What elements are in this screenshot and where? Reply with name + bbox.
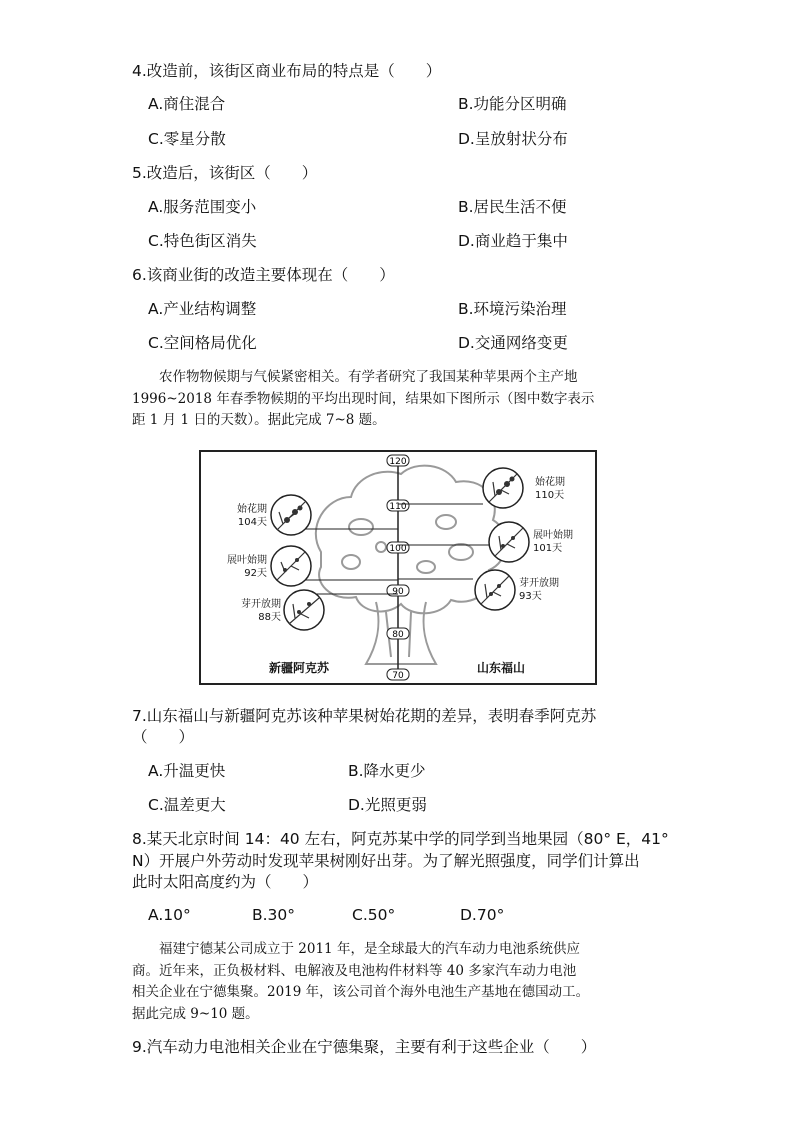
q8-option-d: D.70°: [460, 906, 505, 924]
left-bud-stage: 芽开放期: [241, 599, 281, 610]
axis-tick-90: 90: [392, 587, 404, 597]
intro-7-8: [132, 367, 667, 432]
q7-stem-line-2: （ ）: [132, 728, 195, 746]
right-flower-stage: 始花期: [535, 477, 565, 488]
right-bud-days: 93天: [519, 591, 542, 602]
left-leaf-stage: 展叶始期: [227, 555, 267, 566]
intro-9-10-line-3: 相关企业在宁德集聚。2019 年，该公司首个海外电池生产基地在德国动工。: [132, 984, 590, 1000]
q6-stem: 6.该商业街的改造主要体现在（ ）: [132, 266, 395, 284]
q4-stem: 4.改造前，该街区商业布局的特点是（ ）: [132, 62, 442, 80]
q8-option-c: C.50°: [352, 906, 396, 924]
intro-7-8-line-3: 距 1 月 1 日的天数）。据此完成 7~8 题。: [132, 412, 386, 428]
q8-option-b: B.30°: [252, 906, 296, 924]
q8-option-a: A.10°: [148, 906, 191, 924]
q7-stem-line-1: 7.山东福山与新疆阿克苏该种苹果树始花期的差异，表明春季阿克苏: [132, 707, 597, 725]
q8-stem-line-3: 此时太阳高度约为（ ）: [132, 873, 319, 891]
intro-9-10-line-2: 商。近年来，正负极材料、电解液及电池构件材料等 40 多家汽车动力电池: [132, 962, 577, 979]
left-flower-icon: [271, 495, 311, 535]
intro-7-8-line-1: 农作物物候期与气候紧密相关。有学者研究了我国某种苹果两个主产地: [159, 369, 578, 385]
axis-tick-70: 70: [392, 671, 404, 681]
intro-9-10-line-4: 据此完成 9~10 题。: [132, 1005, 259, 1022]
q7-option-b: B.降水更少: [348, 762, 426, 780]
q4-option-b: B.功能分区明确: [458, 95, 567, 113]
q4-option-d: D.呈放射状分布: [458, 130, 568, 148]
q6-option-b: B.环境污染治理: [458, 300, 567, 318]
left-flower-stage: 始花期: [237, 504, 267, 515]
right-place-name: 山东福山: [476, 661, 526, 675]
q8-stem-line-1: 8.某天北京时间 14：40 左右，阿克苏某中学的同学到当地果园（80° E，41°: [132, 830, 669, 848]
q5-option-b: B.居民生活不便: [458, 198, 567, 216]
q9-stem: 9.汽车动力电池相关企业在宁德集聚，主要有利于这些企业（ ）: [132, 1038, 597, 1056]
q6-option-d: D.交通网络变更: [458, 334, 568, 352]
intro-9-10: [132, 939, 667, 1025]
axis-tick-120: 120: [389, 457, 407, 467]
q5-option-c: C.特色街区消失: [148, 232, 257, 250]
right-flower-days: 110天: [535, 490, 565, 501]
left-bud-days: 88天: [258, 612, 281, 623]
axis-tick-100: 100: [389, 544, 407, 554]
apple-tree-diagram: [201, 452, 595, 683]
axis-tick-110: 110: [389, 502, 407, 512]
left-flower-days: 104天: [237, 517, 267, 528]
right-leaf-stage: 展叶始期: [533, 530, 573, 541]
right-leaf-days: 101天: [533, 543, 563, 554]
intro-7-8-line-2: 1996~2018 年春季物候期的平均出现时间，结果如下图所示（图中数字表示: [132, 390, 595, 407]
q7-option-d: D.光照更弱: [348, 796, 427, 814]
q7-option-c: C.温差更大: [148, 796, 226, 814]
q5-option-a: A.服务范围变小: [148, 198, 257, 216]
right-bud-stage: 芽开放期: [519, 578, 559, 589]
q5-option-d: D.商业趋于集中: [458, 232, 568, 250]
left-place-name: 新疆阿克苏: [268, 661, 330, 675]
axis-tick-80: 80: [392, 630, 404, 640]
q4-option-c: C.零星分散: [148, 130, 226, 148]
left-bud-icon: [284, 590, 324, 630]
intro-9-10-line-1: 福建宁德某公司成立于 2011 年，是全球最大的汽车动力电池系统供应: [159, 941, 580, 957]
q6-option-a: A.产业结构调整: [148, 300, 257, 318]
left-leaf-days: 92天: [244, 568, 267, 579]
q6-option-c: C.空间格局优化: [148, 334, 257, 352]
q8-stem-line-2: N）开展户外劳动时发现苹果树刚好出芽。为了解光照强度，同学们计算出: [132, 852, 640, 870]
q7-option-a: A.升温更快: [148, 762, 226, 780]
q4-option-a: A.商住混合: [148, 95, 226, 113]
phenology-figure: [199, 450, 597, 685]
q5-stem: 5.改造后，该街区（ ）: [132, 164, 318, 182]
